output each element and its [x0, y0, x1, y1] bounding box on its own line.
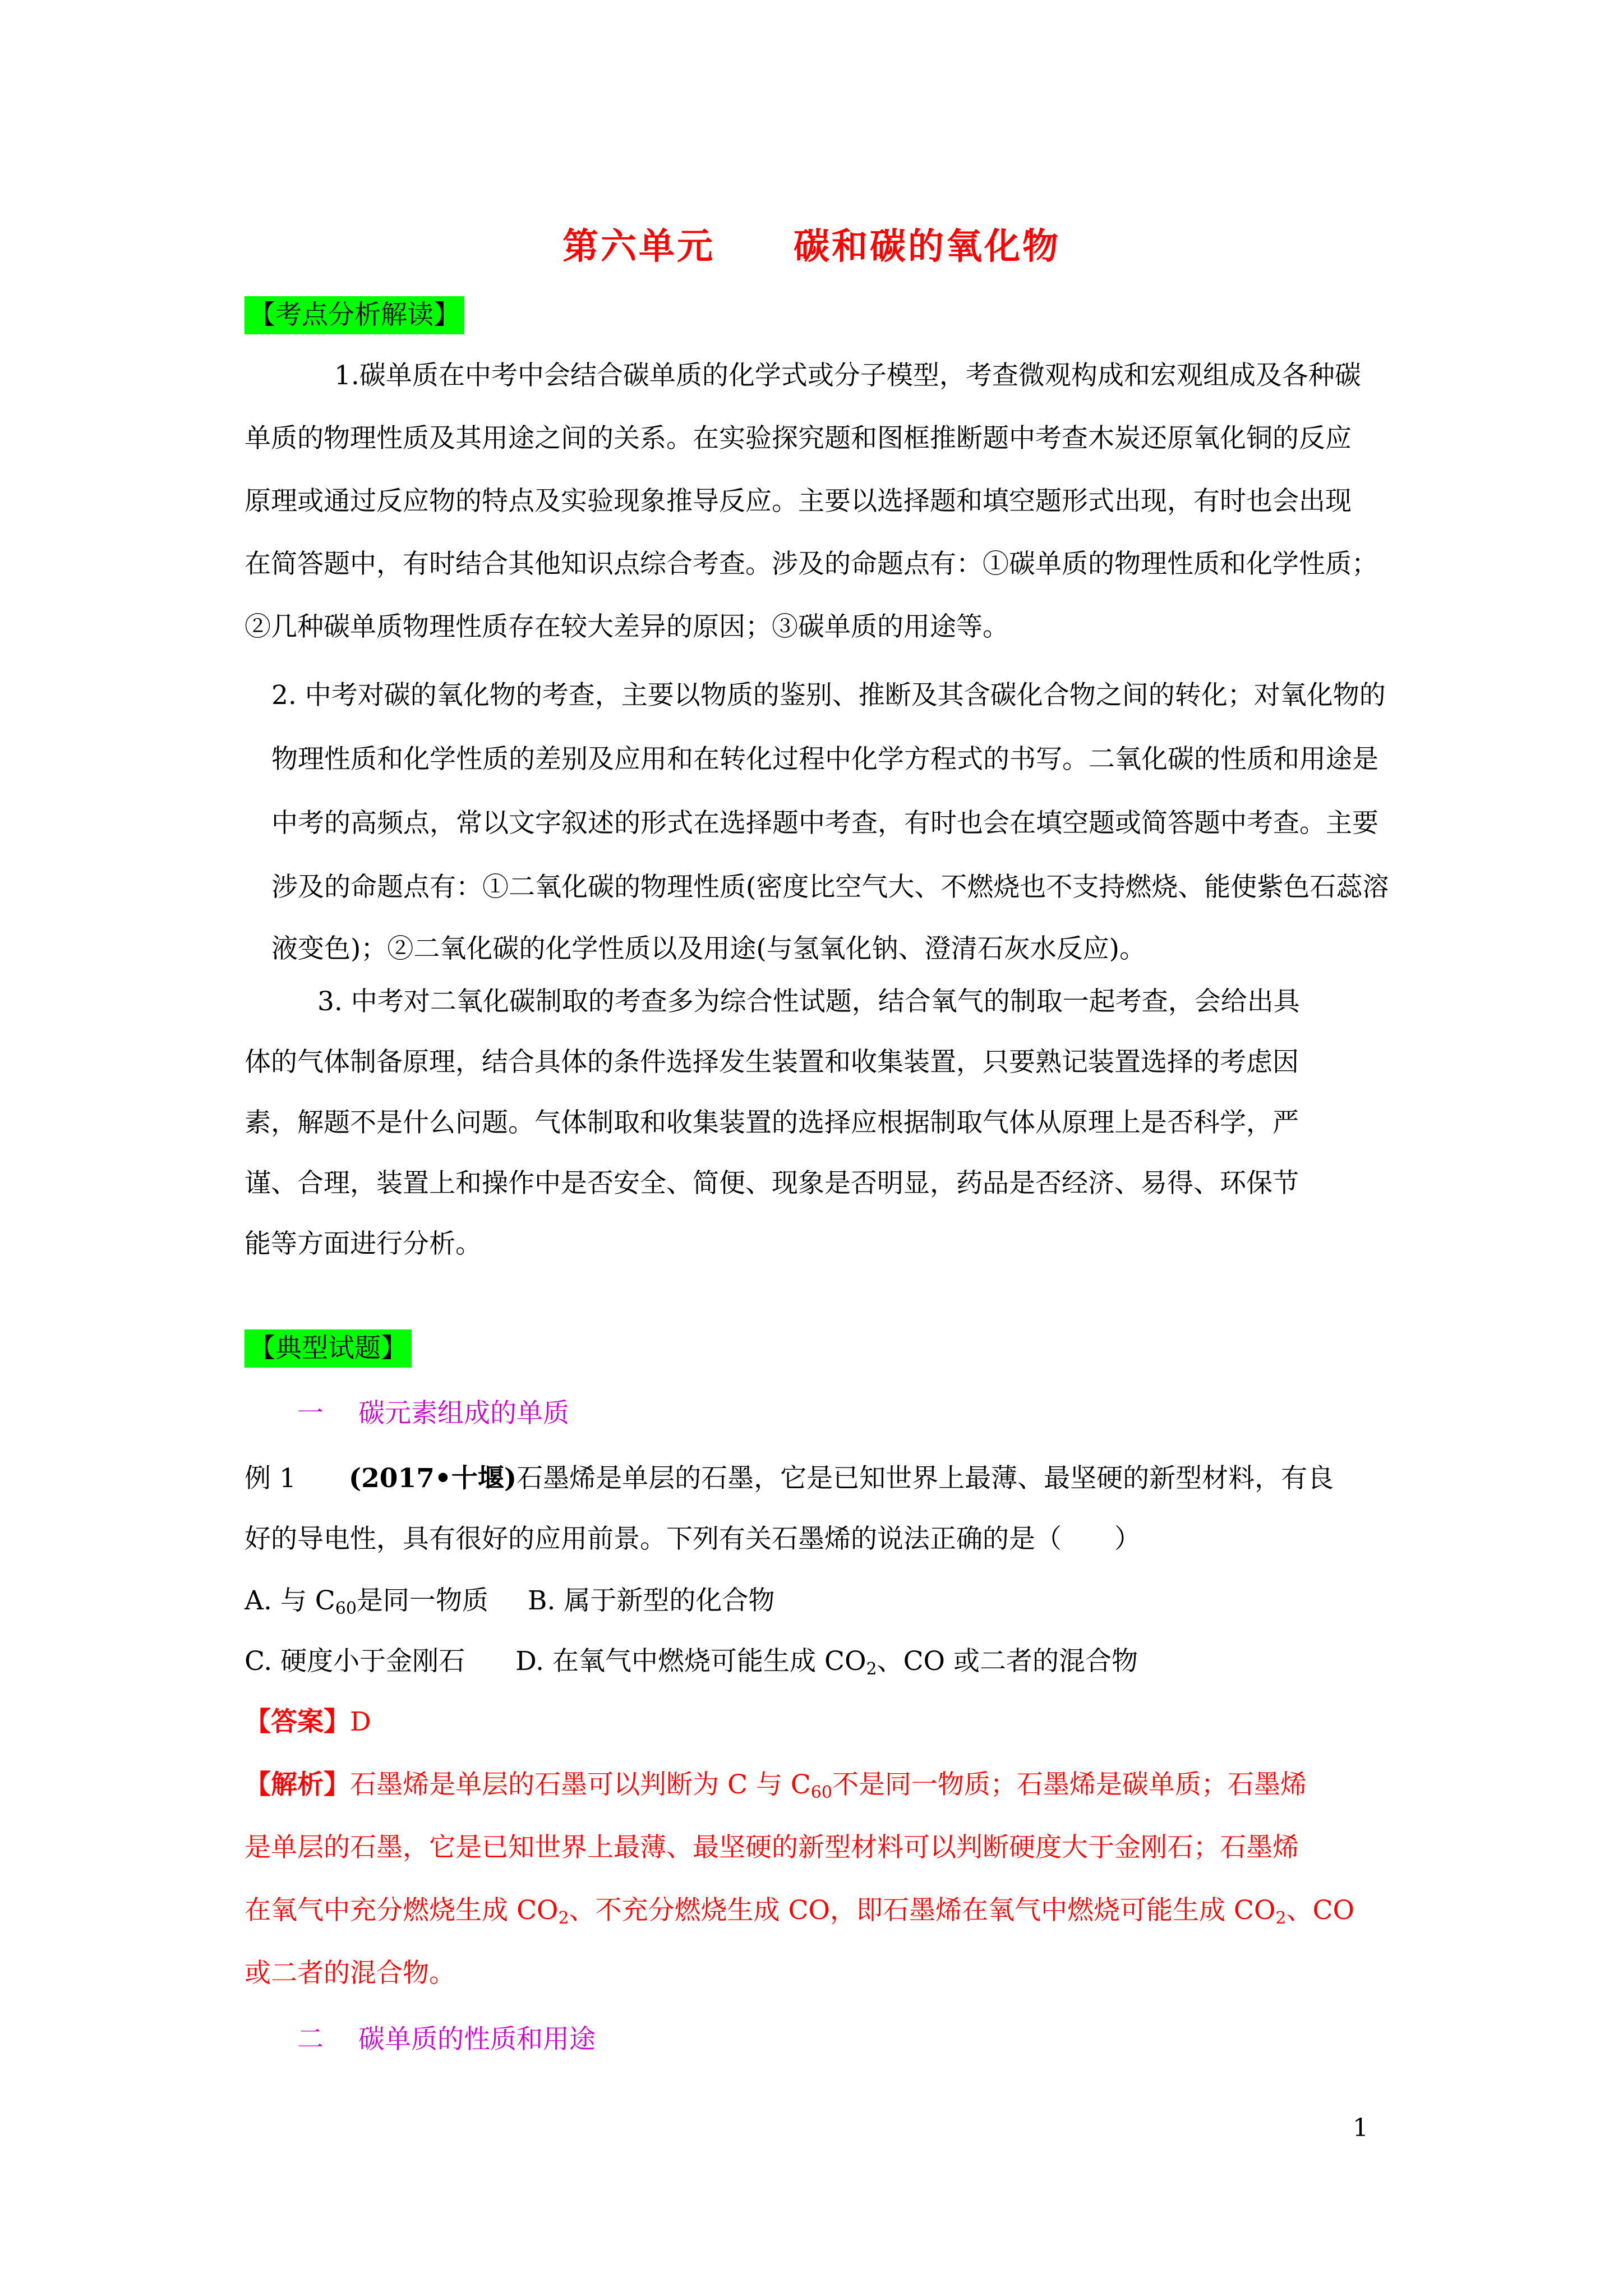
section-tag-analysis: 【考点分析解读】 — [245, 296, 464, 334]
analysis-ex1-line1: 【解析】石墨烯是单层的石墨可以判断为 C 与 $C_{60}$不是同一物质；石墨烯是碳单质；石墨烯 — [245, 1769, 1307, 1802]
analysis-p1-line5: ②几种碳单质物理性质存在较大差异的原因；③碳单质的用途等。 — [245, 611, 1009, 642]
analysis-p1-line2: 单质的物理性质及其用途之间的关系。在实验探究题和图框推断题中考查木炭还原氧化铜的反应 — [245, 423, 1352, 454]
analysis-ex1-label: 【解析】 — [245, 1769, 350, 1800]
analysis-ex1-line2: 是单层的石墨，它是已知世界上最薄、最坚硬的新型材料可以判断硬度大于金刚石；石墨烯 — [245, 1832, 1299, 1863]
option-d: D. 在氧气中燃烧可能生成 $CO_2$、CO 或二者的混合物 — [515, 1646, 1138, 1679]
example1-label: 例 1 — [245, 1463, 349, 1494]
example1-source: (2017•十堰) — [348, 1463, 517, 1494]
analysis-p3-line3: 素，解题不是什么问题。气体制取和收集装置的选择应根据制取气体从原理上是否科学，严 — [245, 1107, 1299, 1138]
page-title — [0, 218, 1623, 269]
section-tag-examples: 【典型试题】 — [245, 1329, 412, 1368]
analysis-p3-line1: 3. 中考对二氧化碳制取的考查多为综合性试题，结合氧气的制取一起考查，会给出具 — [317, 986, 1300, 1017]
page-number: 1 — [1353, 2114, 1368, 2142]
analysis-p1-line3: 原理或通过反应物的特点及实验现象推导反应。主要以选择题和填空题形式出现，有时也会出现 — [245, 486, 1352, 517]
answer-line — [245, 1705, 371, 1739]
analysis-p3-line5: 能等方面进行分析。 — [245, 1228, 482, 1259]
option-a: A. 与 $C_{60}$是同一物质 — [245, 1585, 488, 1618]
answer-value: D — [350, 1706, 371, 1737]
title-topic: 碳和碳的氧化物 — [794, 226, 1061, 268]
analysis-ex1-line3: 在氧气中充分燃烧生成 $CO_2$、不充分燃烧生成 CO，即石墨烯在氧气中燃烧可能生成 $CO_2$、CO — [245, 1895, 1354, 1928]
analysis-p2-line1: 2. 中考对碳的氧化物的考查，主要以物质的鉴别、推断及其含碳化合物之间的转化；对氧化物的 — [271, 680, 1386, 711]
analysis-p3-line4: 谨、合理，装置上和操作中是否安全、简便、现象是否明显，药品是否经济、易得、环保节 — [245, 1168, 1299, 1199]
analysis-p3-line2: 体的气体制备原理，结合具体的条件选择发生装置和收集装置，只要熟记装置选择的考虑因 — [245, 1047, 1299, 1078]
option-b: B. 属于新型的化合物 — [527, 1585, 775, 1616]
analysis-ex1-line4: 或二者的混合物。 — [245, 1958, 455, 1989]
example1-stem-part1: 石墨烯是单层的石墨，它是已知世界上最薄、最坚硬的新型材料，有良 — [517, 1463, 1334, 1494]
option-c: C. 硬度小于金刚石 — [245, 1646, 465, 1677]
example1-options-ab — [245, 1584, 774, 1618]
analysis-p1-line1: 1.碳单质在中考中会结合碳单质的化学式或分子模型，考查微观构成和宏观组成及各种碳 — [334, 360, 1361, 391]
title-unit: 第六单元 — [562, 226, 715, 268]
example1-line1 — [245, 1462, 1334, 1496]
example1-stem-part2: 好的导电性，具有很好的应用前景。下列有关石墨烯的说法正确的是（ ） — [245, 1524, 1141, 1554]
analysis-p2-line3: 中考的高频点，常以文字叙述的形式在选择题中考查，有时也会在填空题或简答题中考查。主要 — [271, 808, 1378, 839]
example1-options-cd — [245, 1645, 1138, 1678]
analysis-p2-line2: 物理性质和化学性质的差别及应用和在转化过程中化学方程式的书写。二氧化碳的性质和用途是 — [271, 744, 1378, 775]
analysis-p2-line4: 涉及的命题点有：①二氧化碳的物理性质(密度比空气大、不燃烧也不支持燃烧、能使紫色石蕊溶 — [271, 872, 1389, 903]
subheading-carbon-elements: 一 碳元素组成的单质 — [297, 1398, 569, 1429]
analysis-p2-line5: 液变色)；②二氧化碳的化学性质以及用途(与氢氧化钠、澄清石灰水反应)。 — [271, 933, 1146, 964]
subheading-carbon-properties: 二 碳单质的性质和用途 — [297, 2024, 596, 2055]
analysis-p1-line4: 在简答题中，有时结合其他知识点综合考查。涉及的命题点有：①碳单质的物理性质和化学性质； — [245, 549, 1378, 579]
answer-label: 【答案】 — [245, 1706, 350, 1737]
